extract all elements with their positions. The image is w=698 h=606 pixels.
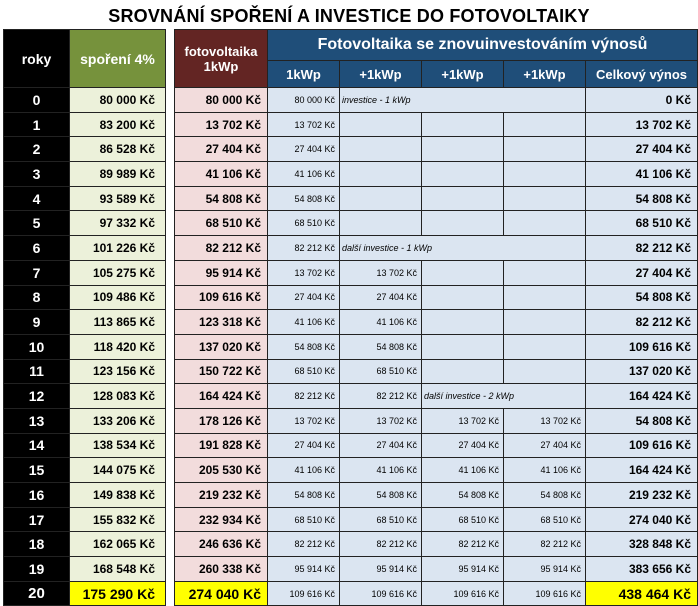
gap-cell — [166, 483, 175, 508]
reinvest-plus1-cell — [340, 211, 422, 236]
table-row — [4, 162, 698, 187]
year-cell: 10 — [4, 334, 70, 359]
reinvest-plus2-cell: 41 106 Kč — [422, 458, 504, 483]
reinvest-1kwp-cell: 27 404 Kč — [268, 285, 340, 310]
year-cell: 12 — [4, 384, 70, 409]
savings-cell: 133 206 Kč — [70, 408, 166, 433]
gap-cell — [166, 112, 175, 137]
reinvest-1kwp-cell: 41 106 Kč — [268, 310, 340, 335]
reinvest-plus1-cell: 41 106 Kč — [340, 458, 422, 483]
gap-cell — [166, 310, 175, 335]
reinvest-1kwp-cell: 68 510 Kč — [268, 507, 340, 532]
gap-cell — [166, 557, 175, 582]
reinvest-plus1-cell: 109 616 Kč — [340, 581, 422, 606]
reinvest-1kwp-cell: 54 808 Kč — [268, 334, 340, 359]
pv-cell: 274 040 Kč — [175, 581, 268, 606]
note-cell: další investice - 2 kWp — [422, 384, 586, 409]
gap-cell — [166, 88, 175, 113]
savings-cell: 128 083 Kč — [70, 384, 166, 409]
savings-cell: 113 865 Kč — [70, 310, 166, 335]
gap-cell — [166, 211, 175, 236]
savings-cell: 155 832 Kč — [70, 507, 166, 532]
reinvest-plus2-cell — [422, 260, 504, 285]
year-cell: 15 — [4, 458, 70, 483]
reinvest-plus2-cell — [422, 137, 504, 162]
reinvest-plus3-cell: 41 106 Kč — [504, 458, 586, 483]
reinvest-plus3-cell — [504, 211, 586, 236]
pv-cell: 191 828 Kč — [175, 433, 268, 458]
table-row — [4, 260, 698, 285]
reinvest-plus3-cell: 27 404 Kč — [504, 433, 586, 458]
gap-cell — [166, 581, 175, 606]
pv-cell: 27 404 Kč — [175, 137, 268, 162]
reinvest-plus3-cell: 95 914 Kč — [504, 557, 586, 582]
reinvest-plus1-cell: 54 808 Kč — [340, 334, 422, 359]
reinvest-plus1-cell: 13 702 Kč — [340, 408, 422, 433]
reinvest-plus1-cell: 68 510 Kč — [340, 507, 422, 532]
table-row — [4, 334, 698, 359]
year-cell: 2 — [4, 137, 70, 162]
pv-cell: 123 318 Kč — [175, 310, 268, 335]
savings-cell: 123 156 Kč — [70, 359, 166, 384]
gap-cell — [166, 236, 175, 261]
year-cell: 3 — [4, 162, 70, 187]
savings-cell: 101 226 Kč — [70, 236, 166, 261]
pv-cell: 164 424 Kč — [175, 384, 268, 409]
pv-cell: 41 106 Kč — [175, 162, 268, 187]
reinvest-plus2-cell — [422, 310, 504, 335]
header-years: roky — [4, 30, 70, 88]
reinvest-1kwp-cell: 13 702 Kč — [268, 408, 340, 433]
pv-cell: 80 000 Kč — [175, 88, 268, 113]
total-cell: 164 424 Kč — [586, 458, 698, 483]
reinvest-1kwp-cell: 82 212 Kč — [268, 236, 340, 261]
reinvest-plus3-cell — [504, 334, 586, 359]
year-cell: 9 — [4, 310, 70, 335]
year-cell: 11 — [4, 359, 70, 384]
gap-cell — [166, 186, 175, 211]
savings-cell: 118 420 Kč — [70, 334, 166, 359]
year-cell: 14 — [4, 433, 70, 458]
column-gap — [166, 30, 175, 88]
pv-cell: 109 616 Kč — [175, 285, 268, 310]
gap-cell — [166, 334, 175, 359]
reinvest-1kwp-cell: 54 808 Kč — [268, 483, 340, 508]
year-cell: 4 — [4, 186, 70, 211]
gap-cell — [166, 260, 175, 285]
gap-cell — [166, 532, 175, 557]
table-row — [4, 384, 698, 409]
gap-cell — [166, 285, 175, 310]
savings-cell: 162 065 Kč — [70, 532, 166, 557]
reinvest-plus2-cell — [422, 186, 504, 211]
reinvest-1kwp-cell: 68 510 Kč — [268, 359, 340, 384]
reinvest-1kwp-cell: 27 404 Kč — [268, 137, 340, 162]
year-cell: 17 — [4, 507, 70, 532]
savings-cell: 175 290 Kč — [70, 581, 166, 606]
table-row — [4, 408, 698, 433]
reinvest-plus3-cell — [504, 285, 586, 310]
pv-cell: 260 338 Kč — [175, 557, 268, 582]
table-row — [4, 359, 698, 384]
reinvest-1kwp-cell: 80 000 Kč — [268, 88, 340, 113]
total-cell: 109 616 Kč — [586, 433, 698, 458]
table-row — [4, 186, 698, 211]
savings-cell: 89 989 Kč — [70, 162, 166, 187]
table-row — [4, 433, 698, 458]
reinvest-plus1-cell — [340, 186, 422, 211]
reinvest-1kwp-cell: 13 702 Kč — [268, 112, 340, 137]
year-cell: 16 — [4, 483, 70, 508]
reinvest-plus3-cell — [504, 162, 586, 187]
savings-cell: 86 528 Kč — [70, 137, 166, 162]
gap-cell — [166, 359, 175, 384]
year-cell: 7 — [4, 260, 70, 285]
reinvest-plus1-cell — [340, 162, 422, 187]
year-cell: 6 — [4, 236, 70, 261]
reinvest-plus1-cell: 95 914 Kč — [340, 557, 422, 582]
pv-cell: 232 934 Kč — [175, 507, 268, 532]
reinvest-1kwp-cell: 109 616 Kč — [268, 581, 340, 606]
gap-cell — [166, 137, 175, 162]
reinvest-plus3-cell: 109 616 Kč — [504, 581, 586, 606]
reinvest-plus2-cell — [422, 334, 504, 359]
note-cell: investice - 1 kWp — [340, 88, 586, 113]
year-cell: 0 — [4, 88, 70, 113]
total-cell: 27 404 Kč — [586, 260, 698, 285]
header-sub-plus1: +1kWp — [340, 61, 422, 88]
total-cell: 328 848 Kč — [586, 532, 698, 557]
gap-cell — [166, 384, 175, 409]
reinvest-plus3-cell — [504, 137, 586, 162]
reinvest-plus1-cell: 27 404 Kč — [340, 285, 422, 310]
reinvest-plus1-cell — [340, 137, 422, 162]
table-row — [4, 483, 698, 508]
pv-cell: 178 126 Kč — [175, 408, 268, 433]
total-cell: 164 424 Kč — [586, 384, 698, 409]
year-cell: 18 — [4, 532, 70, 557]
gap-cell — [166, 162, 175, 187]
total-cell: 68 510 Kč — [586, 211, 698, 236]
header-sub-plus2: +1kWp — [422, 61, 504, 88]
savings-cell: 149 838 Kč — [70, 483, 166, 508]
table-row — [4, 137, 698, 162]
header-reinvest: Fotovoltaika se znovuinvestováním výnosů — [268, 30, 698, 61]
year-cell: 19 — [4, 557, 70, 582]
reinvest-1kwp-cell: 54 808 Kč — [268, 186, 340, 211]
reinvest-1kwp-cell: 82 212 Kč — [268, 384, 340, 409]
total-cell: 274 040 Kč — [586, 507, 698, 532]
table-body — [4, 88, 698, 606]
savings-cell: 93 589 Kč — [70, 186, 166, 211]
gap-cell — [166, 507, 175, 532]
pv-cell: 68 510 Kč — [175, 211, 268, 236]
reinvest-plus1-cell: 68 510 Kč — [340, 359, 422, 384]
total-cell: 438 464 Kč — [586, 581, 698, 606]
reinvest-plus3-cell: 54 808 Kč — [504, 483, 586, 508]
table-row — [4, 458, 698, 483]
header-pv-line2: 1kWp — [203, 58, 239, 74]
reinvest-plus2-cell: 13 702 Kč — [422, 408, 504, 433]
savings-cell: 105 275 Kč — [70, 260, 166, 285]
reinvest-plus3-cell: 68 510 Kč — [504, 507, 586, 532]
reinvest-plus3-cell: 82 212 Kč — [504, 532, 586, 557]
page-title: SROVNÁNÍ SPOŘENÍ A INVESTICE DO FOTOVOLTAIKY — [108, 6, 590, 26]
savings-cell: 168 548 Kč — [70, 557, 166, 582]
table-row — [4, 581, 698, 606]
year-cell: 13 — [4, 408, 70, 433]
reinvest-plus2-cell — [422, 285, 504, 310]
total-cell: 54 808 Kč — [586, 186, 698, 211]
pv-cell: 13 702 Kč — [175, 112, 268, 137]
savings-cell: 144 075 Kč — [70, 458, 166, 483]
year-cell: 20 — [4, 581, 70, 606]
total-cell: 219 232 Kč — [586, 483, 698, 508]
reinvest-plus2-cell — [422, 211, 504, 236]
pv-cell: 137 020 Kč — [175, 334, 268, 359]
total-cell: 41 106 Kč — [586, 162, 698, 187]
reinvest-plus1-cell — [340, 112, 422, 137]
header-savings: spoření 4% — [70, 30, 166, 88]
savings-cell: 80 000 Kč — [70, 88, 166, 113]
note-cell: další investice - 1 kWp — [340, 236, 586, 261]
reinvest-plus1-cell: 27 404 Kč — [340, 433, 422, 458]
table-row — [4, 310, 698, 335]
table-row — [4, 211, 698, 236]
total-cell: 13 702 Kč — [586, 112, 698, 137]
reinvest-plus2-cell — [422, 359, 504, 384]
total-cell: 82 212 Kč — [586, 310, 698, 335]
header-pv-line1: fotovoltaika — [184, 43, 258, 59]
gap-cell — [166, 433, 175, 458]
reinvest-plus1-cell: 41 106 Kč — [340, 310, 422, 335]
reinvest-plus1-cell: 82 212 Kč — [340, 384, 422, 409]
reinvest-plus3-cell — [504, 112, 586, 137]
table-row — [4, 88, 698, 113]
total-cell: 54 808 Kč — [586, 285, 698, 310]
comparison-table — [3, 29, 698, 606]
header-sub-1kwp: 1kWp — [268, 61, 340, 88]
pv-cell: 219 232 Kč — [175, 483, 268, 508]
gap-cell — [166, 458, 175, 483]
reinvest-plus2-cell — [422, 162, 504, 187]
pv-cell: 205 530 Kč — [175, 458, 268, 483]
pv-cell: 95 914 Kč — [175, 260, 268, 285]
gap-cell — [166, 408, 175, 433]
year-cell: 1 — [4, 112, 70, 137]
table-row — [4, 112, 698, 137]
table-row — [4, 507, 698, 532]
reinvest-plus3-cell: 13 702 Kč — [504, 408, 586, 433]
reinvest-plus1-cell: 82 212 Kč — [340, 532, 422, 557]
total-cell: 383 656 Kč — [586, 557, 698, 582]
total-cell: 109 616 Kč — [586, 334, 698, 359]
reinvest-plus2-cell: 109 616 Kč — [422, 581, 504, 606]
total-cell: 54 808 Kč — [586, 408, 698, 433]
total-cell: 27 404 Kč — [586, 137, 698, 162]
reinvest-plus3-cell — [504, 310, 586, 335]
reinvest-plus2-cell: 27 404 Kč — [422, 433, 504, 458]
year-cell: 5 — [4, 211, 70, 236]
table-row — [4, 557, 698, 582]
reinvest-plus2-cell: 95 914 Kč — [422, 557, 504, 582]
savings-cell: 83 200 Kč — [70, 112, 166, 137]
pv-cell: 150 722 Kč — [175, 359, 268, 384]
reinvest-plus1-cell: 13 702 Kč — [340, 260, 422, 285]
reinvest-1kwp-cell: 82 212 Kč — [268, 532, 340, 557]
header-pv — [175, 30, 268, 88]
reinvest-1kwp-cell: 27 404 Kč — [268, 433, 340, 458]
reinvest-plus3-cell — [504, 260, 586, 285]
total-cell: 82 212 Kč — [586, 236, 698, 261]
pv-cell: 54 808 Kč — [175, 186, 268, 211]
total-cell: 137 020 Kč — [586, 359, 698, 384]
pv-cell: 82 212 Kč — [175, 236, 268, 261]
savings-cell: 109 486 Kč — [70, 285, 166, 310]
table-row — [4, 236, 698, 261]
reinvest-plus2-cell: 54 808 Kč — [422, 483, 504, 508]
reinvest-plus3-cell — [504, 186, 586, 211]
reinvest-1kwp-cell: 68 510 Kč — [268, 211, 340, 236]
table-row — [4, 285, 698, 310]
reinvest-1kwp-cell: 41 106 Kč — [268, 458, 340, 483]
reinvest-1kwp-cell: 95 914 Kč — [268, 557, 340, 582]
reinvest-plus3-cell — [504, 359, 586, 384]
savings-cell: 97 332 Kč — [70, 211, 166, 236]
year-cell: 8 — [4, 285, 70, 310]
reinvest-1kwp-cell: 13 702 Kč — [268, 260, 340, 285]
reinvest-plus2-cell: 68 510 Kč — [422, 507, 504, 532]
savings-cell: 138 534 Kč — [70, 433, 166, 458]
header-sub-plus3: +1kWp — [504, 61, 586, 88]
header-sub-total: Celkový výnos — [586, 61, 698, 88]
pv-cell: 246 636 Kč — [175, 532, 268, 557]
reinvest-plus1-cell: 54 808 Kč — [340, 483, 422, 508]
total-cell: 0 Kč — [586, 88, 698, 113]
reinvest-1kwp-cell: 41 106 Kč — [268, 162, 340, 187]
reinvest-plus2-cell: 82 212 Kč — [422, 532, 504, 557]
reinvest-plus2-cell — [422, 112, 504, 137]
table-row — [4, 532, 698, 557]
